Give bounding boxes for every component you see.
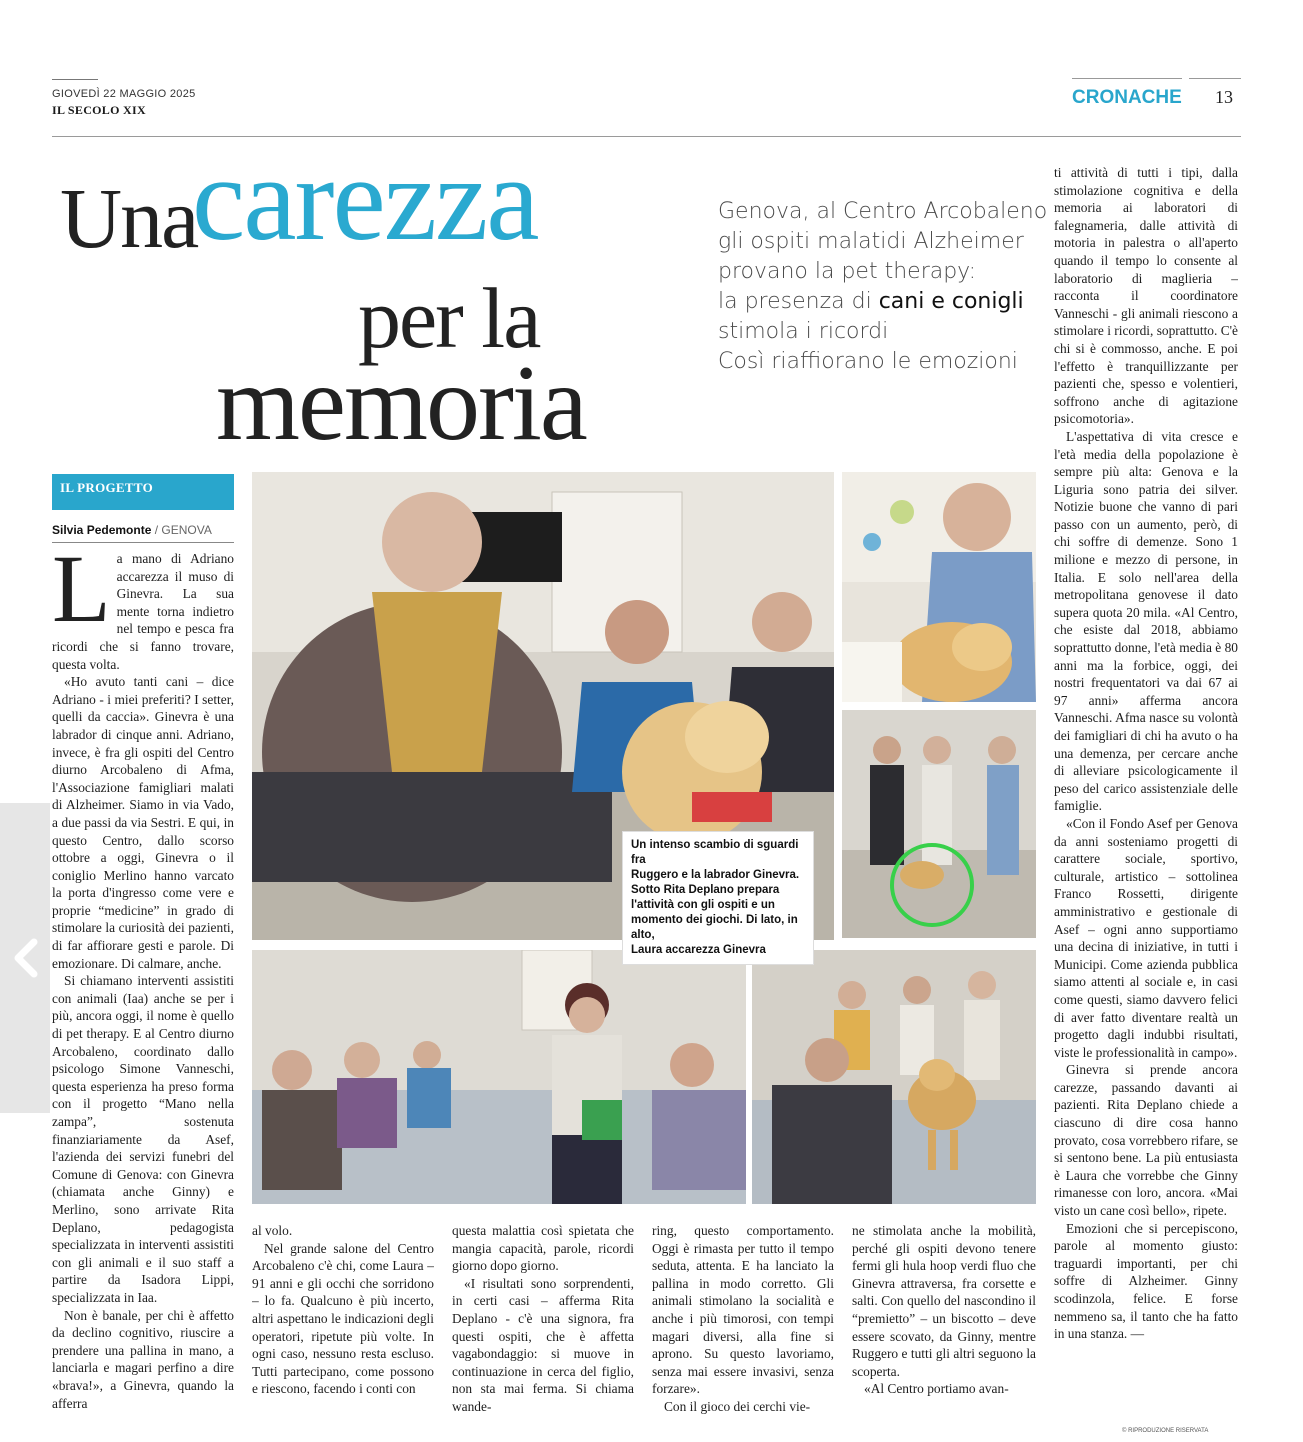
- chevron-left-icon: [12, 938, 40, 978]
- issue-date: GIOVEDÌ 22 MAGGIO 2025: [52, 88, 196, 100]
- subheadline-text: la presenza di: [718, 289, 879, 314]
- photo-hula-hoop: [842, 710, 1036, 938]
- paragraph: [52, 550, 234, 673]
- caption-line: Ruggero e la labrador Ginevra.: [631, 869, 800, 881]
- paragraph: L'aspettativa di vita cresce e l'età media della popolazione è sempre più alta: Genova e la Liguria sono patria dei silver. Notizie buone che vanno di pari passo con un aumento, però, di chi soffre di demenze. Sono 1 milione e mezzo di persone, in Italia. E solo nell'area della metropolitana genovese il dato supera quota 20 mila. «Al Centro, che esiste dal 2018, abbiamo soprattutto donne, l'età media è 80 anni ma la forbice, oggi, dei nostri frequentatori va dai 67 ai 97 anni» afferma ancora Vanneschi. Afma nasce su volontà dei famigliari di chi ha avuto o ha una demenza, per cercare anche di alleviare psicologicamente il peso del carico assistenziale delle famiglie.: [1054, 428, 1238, 814]
- subheadline-bold: cani e conigli: [878, 289, 1024, 314]
- newspaper-name: IL SECOLO XIX: [52, 103, 146, 117]
- subheadline: [718, 197, 1048, 377]
- photo-group-session: [252, 950, 746, 1204]
- byline-rule: [52, 542, 234, 543]
- caption-line: Laura accarezza Ginevra: [631, 944, 766, 956]
- byline-city: GENOVA: [161, 523, 212, 537]
- section-label: IL PROGETTO: [52, 474, 234, 510]
- paragraph: Nel grande salone del Centro Arcobaleno c'è chi, come Laura – 91 anni e gli occhi che sorridono – lo fa. Qualcuno è più incerto, altri aspettano le indicazioni degli operatori, ripetute più volte. In ogni caso, nessuno resta escluso. Tutti partecipano, come possono e riescono, facendo i conti con: [252, 1240, 434, 1397]
- paragraph: Non è banale, per chi è affetto da declino cognitivo, riuscire a prendere una pallina in mano, a lanciarla e magari perfino a dire «brava!», a Ginevra, quando la afferra: [52, 1307, 234, 1410]
- caption-line: l'attività con gli ospiti e un: [631, 899, 775, 911]
- subheadline-line: stimola i ricordi: [718, 319, 889, 344]
- paragraph: «I risultati sono sorprendenti, in certi casi – afferma Rita Deplano - c'è una signora, fra questi ospiti, che è affetta vagabondaggio: si muove in continuazione in cerca del figlio, non sta mai ferma. Si chiama wande-: [452, 1275, 634, 1414]
- section-name: CRONACHE: [1072, 87, 1182, 108]
- byline-separator: /: [151, 523, 162, 537]
- photo-laura: [842, 472, 1036, 702]
- subheadline-line: Genova, al Centro Arcobaleno: [718, 199, 1048, 224]
- paragraph: Emozioni che si percepiscono, parole al momento giusto: traguardi importanti, per chi soffre di Alzheimer. Ginny scodinzola, felice. E forse nemmeno sa, il tanto che ha fatto in una stanza. —: [1054, 1220, 1238, 1342]
- paragraph: «Al Centro portiamo avan-: [864, 1381, 1009, 1397]
- article-column-5: [852, 1222, 1036, 1418]
- photo-caption: [622, 831, 814, 965]
- paragraph: ring, questo comportamento. Oggi è rimasta per tutto il tempo seduta, attenta. E ha lanciato la pallina in modo corretto. Gli animali stimolano la socialità e anche i più timorosi, con tempi magari diversi, alla fine si aprono. Su questo lavoriamo, senza mai essere invasivi, senza forzare».: [652, 1223, 834, 1397]
- author-name: Silvia Pedemonte: [52, 523, 152, 537]
- paragraph: «Ho avuto tanti cani – dice Adriano - i miei preferiti? I setter, quelli da caccia». Ginevra è una labrador di cinque anni. Adriano, invece, è fra gli ospiti del Centro diurno Arcobaleno di Afma, l'Associazione famigliari malati di Alzheimer. Siamo in via Vado, a due passi da via Sestri. E qui, in questo Centro, dallo scorso ottobre a oggi, Ginevra o il coniglio Merlino hanno varcato la porta d'ingresso come vere e proprie “medicine” in grado di stimolare la curiosità dei pazienti, di far affiorare gesti e parole. Di emozionare. Di calmare, anche.: [52, 674, 234, 971]
- paragraph: ti attività di tutti i tipi, dalla stimolazione cognitiva e della memoria ai laboratori di falegnameria, dalle attività di motoria in palestra o all'aperto quando il tempo lo consente al laboratorio di maglieria – racconta il coordinatore Vanneschi - gli animali riescono a stimolare i ricordi, soprattutto. C'è chi si è commosso, anche. E poi l'effetto è tranquillizzante per pazienti che, spesso e volentieri, soffrono anche di agitazione psicomotoria».: [1054, 165, 1238, 427]
- subheadline-line: gli ospiti malatidi Alzheimer: [718, 229, 1024, 254]
- headline-word-3: per la: [358, 270, 540, 366]
- article-column-6: [1054, 164, 1238, 1416]
- subheadline-line: Così riaffiorano le emozioni: [718, 349, 1018, 374]
- paragraph: ne stimolata anche la mobilità, perché gli ospiti devono tenere fermi gli hula hoop verdi fluo che Ginevra attraversa, fra corsette e salti. Con quello del nascondino il “premietto” – un biscotto – deve essere scovato, da Ginny, mentre Ruggero e tutti gli altri seguono la scoperta.: [852, 1223, 1036, 1379]
- paragraph: questa malattia così spietata che mangia capacità, parole, ricordi giorno dopo giorno.: [452, 1223, 634, 1274]
- headline-word-4: memoria: [216, 344, 586, 463]
- paragraph: Ginevra si prende ancora carezze, passando davanti ai pazienti. Rita Deplano chiede a ciascuno di dire cosa hanno provato, cosa vorrebbero rifare, se si sentono bene. La più entusiasta è Laura che vorrebbe che Ginny rimanesse con loro, ancora. «Mai visto un cane così bello», ripete.: [1054, 1062, 1238, 1219]
- previous-page-button[interactable]: [0, 803, 50, 1113]
- paragraph: Si chiamano interventi assistiti con animali (Iaa) anche se per i più, ancora oggi, il nome è quello di pet therapy. E al Centro diurno Arcobaleno, coordinato dallo psicologo Simone Vanneschi, questa esperienza ha preso forma con il progetto “Mano nella zampa”, sostenuta finanziariamente da Asef, l'azienda dei servizi funebri del Comune di Genova: con Ginevra (chiamata anche Ginny) e Merlino, sono arrivate Rita Deplano, pedagogista specializzata in interventi assistiti con gli animali e il suo staff a partire da Isadora Lippi, specializzata in Iaa.: [52, 973, 234, 1305]
- byline: [52, 523, 212, 537]
- headline-word-1: Una: [60, 170, 198, 266]
- caption-line: Un intenso scambio di sguardi fra: [631, 839, 799, 866]
- headline-word-2: carezza: [192, 132, 538, 265]
- page-number: 13: [1215, 87, 1233, 107]
- paragraph: Con il gioco dei cerchi vie-: [664, 1398, 811, 1414]
- photo-treat-game: [752, 950, 1036, 1204]
- paragraph: al volo.: [252, 1223, 293, 1238]
- caption-line: momento dei giochi. Di lato, in alto,: [631, 914, 798, 941]
- article-column-4: [652, 1222, 834, 1418]
- article-column-3: [452, 1222, 634, 1418]
- paragraph: «Con il Fondo Asef per Genova da anni sosteniamo progetti di carattere sociale, sportivo, culturale, artistico – sottolinea Franco Rossetti, dirigente amministrativo e gestionale di Asef – ogni anno supportiamo una decina di iniziative, in tutti i Municipi. Come azienda pubblica siamo attenti al sociale e, in casi come questi, siamo davvero felici di aver fatto diventare realtà un progetto dagli indubbi risultati, viste le professionalità in campo».: [1054, 815, 1238, 1060]
- copyright-note: © RIPRODUZIONE RISERVATA: [1122, 1428, 1209, 1434]
- subheadline-line: [718, 287, 1048, 317]
- caption-line: Sotto Rita Deplano prepara: [631, 884, 780, 896]
- article-column-1: [52, 550, 234, 1410]
- article-column-2: [252, 1222, 434, 1418]
- drop-cap: L: [52, 550, 111, 642]
- paragraph-text: a mano di Adriano accarezza il muso di Ginevra. La sua mente torna indietro nel tempo e pesca fra ricordi che si fanno trovare, questa volta.: [52, 551, 234, 672]
- subheadline-line: provano la pet therapy:: [718, 259, 977, 284]
